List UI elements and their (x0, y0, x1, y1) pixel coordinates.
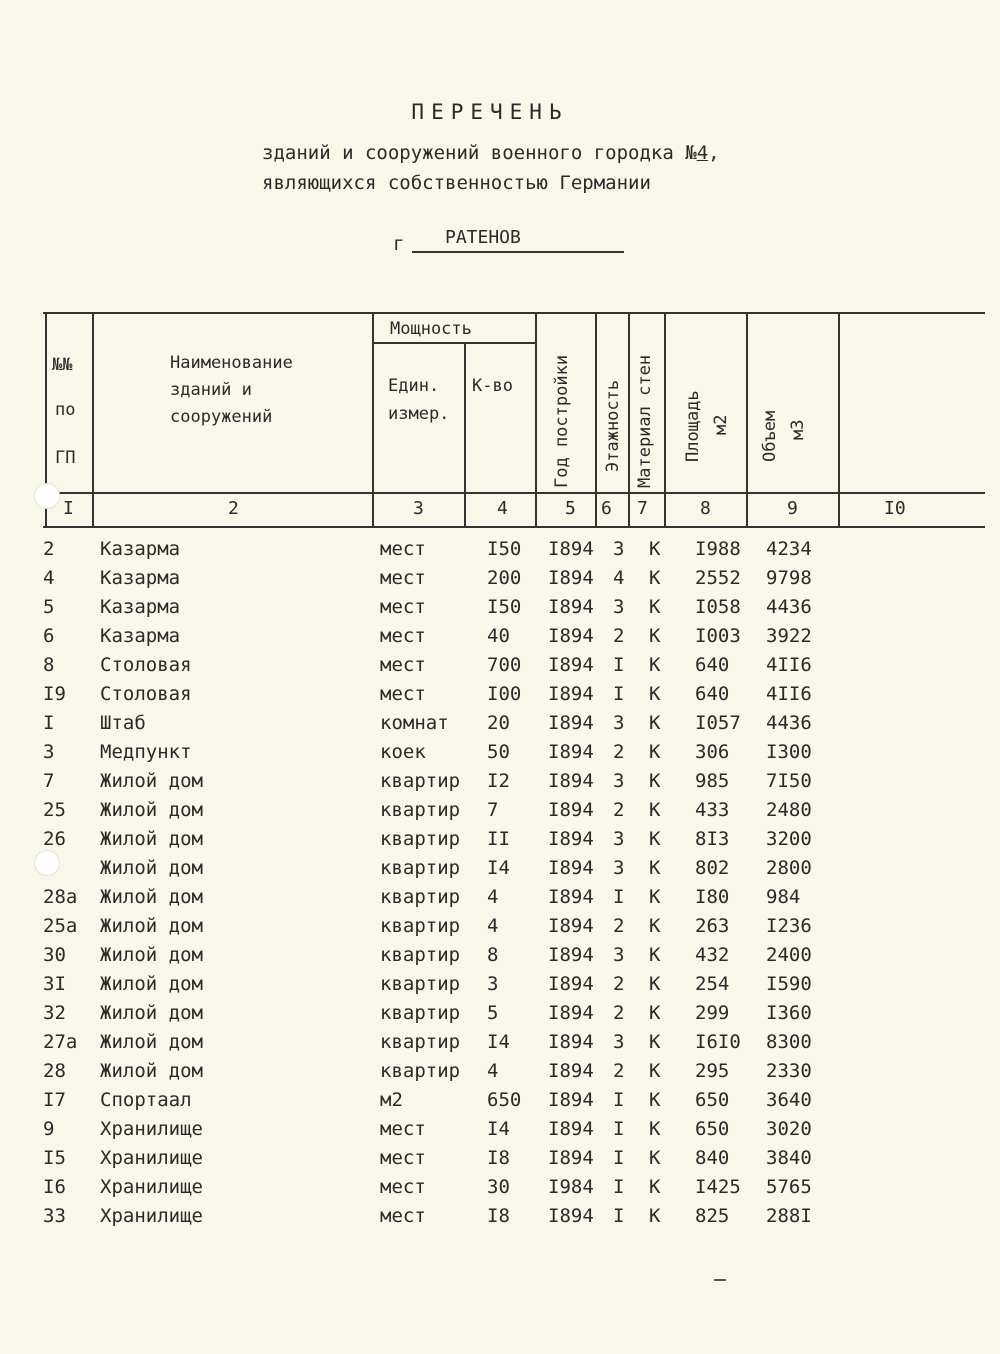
table-row (0, 1089, 1000, 1118)
cell-material: К (649, 712, 661, 734)
cell-material: К (649, 654, 661, 676)
cell-volume: 2400 (766, 944, 812, 966)
cell-floors: I (613, 683, 625, 705)
header-capacity: Мощность (390, 319, 472, 339)
cell-gp-number: I5 (43, 1147, 66, 1169)
cell-gp-number: I7 (43, 1089, 66, 1111)
cell-year: I894 (548, 857, 594, 879)
cell-floors: I (613, 1205, 625, 1227)
cell-building-name: Хранилище (100, 1118, 203, 1140)
cell-building-name: Медпункт (100, 741, 192, 763)
cell-unit: квартир (380, 1002, 461, 1024)
header-num-line1: №№ (52, 355, 73, 375)
capacity-divider (372, 342, 535, 344)
cell-floors: 2 (613, 973, 625, 995)
cell-floors: 3 (613, 712, 625, 734)
cell-unit: квартир (380, 915, 461, 937)
city-underline (412, 251, 624, 253)
cell-building-name: Жилой дом (100, 799, 203, 821)
cell-year: I894 (548, 1205, 594, 1227)
cell-gp-number: 28 (43, 1060, 66, 1082)
cell-gp-number: 27а (43, 1031, 78, 1053)
cell-year: I894 (548, 915, 594, 937)
cell-floors: 2 (613, 1002, 625, 1024)
cell-quantity: I2 (487, 770, 510, 792)
cell-area: 295 (695, 1060, 730, 1082)
cell-gp-number: 26 (43, 828, 66, 850)
cell-building-name: Казарма (100, 625, 181, 647)
cell-material: К (649, 1176, 661, 1198)
col-border-2 (372, 312, 374, 528)
cell-quantity: 3 (487, 973, 499, 995)
cell-material: К (649, 1002, 661, 1024)
cell-floors: I (613, 1118, 625, 1140)
table-row (0, 654, 1000, 683)
cell-volume: 5765 (766, 1176, 812, 1198)
cell-building-name: Казарма (100, 567, 181, 589)
cell-material: К (649, 944, 661, 966)
cell-floors: 4 (613, 567, 625, 589)
cell-gp-number: 3 (43, 741, 55, 763)
header-name-line1: Наименование (170, 353, 293, 373)
cell-unit: м2 (380, 1089, 403, 1111)
header-qty: К-во (472, 376, 513, 396)
cell-gp-number: 33 (43, 1205, 66, 1227)
cell-material: К (649, 741, 661, 763)
cell-volume: 2480 (766, 799, 812, 821)
cell-unit: мест (380, 538, 426, 560)
cell-year: I894 (548, 567, 594, 589)
cell-quantity: 40 (487, 625, 510, 647)
cell-area: I80 (695, 886, 730, 908)
cell-volume: I360 (766, 1002, 812, 1024)
cell-unit: квартир (380, 857, 461, 879)
table-row (0, 828, 1000, 857)
document-subtitle-line2: являющихся собственностью Германии (262, 172, 651, 194)
cell-area: 650 (695, 1089, 730, 1111)
binder-hole-top (34, 483, 60, 509)
cell-volume: 288I (766, 1205, 812, 1227)
cell-area: I057 (695, 712, 741, 734)
cell-building-name: Жилой дом (100, 770, 203, 792)
cell-volume: 4II6 (766, 683, 812, 705)
col-border-7 (664, 312, 666, 528)
subtitle-prefix: зданий и сооружений военного городка № (262, 142, 697, 164)
cell-gp-number: 7 (43, 770, 55, 792)
header-top-border (43, 312, 985, 314)
cell-year: I894 (548, 538, 594, 560)
cell-volume: 984 (766, 886, 801, 908)
col-border-1 (92, 312, 94, 528)
cell-unit: мест (380, 1147, 426, 1169)
cell-quantity: 8 (487, 944, 499, 966)
city-name: РАТЕНОВ (445, 227, 521, 248)
cell-material: К (649, 828, 661, 850)
cell-building-name: Казарма (100, 596, 181, 618)
cell-gp-number: I6 (43, 1176, 66, 1198)
cell-material: К (649, 973, 661, 995)
cell-building-name: Жилой дом (100, 1060, 203, 1082)
cell-material: К (649, 915, 661, 937)
cell-quantity: 4 (487, 886, 499, 908)
cell-unit: комнат (380, 712, 449, 734)
table-row (0, 1147, 1000, 1176)
table-row (0, 567, 1000, 596)
table-row (0, 741, 1000, 770)
cell-material: К (649, 596, 661, 618)
table-row (0, 944, 1000, 973)
cell-gp-number: I (43, 712, 55, 734)
cell-area: 640 (695, 654, 730, 676)
cell-floors: 3 (613, 828, 625, 850)
cell-volume: 2330 (766, 1060, 812, 1082)
cell-area: 254 (695, 973, 730, 995)
cell-floors: I (613, 654, 625, 676)
cell-material: К (649, 770, 661, 792)
cell-building-name: Жилой дом (100, 857, 203, 879)
cell-year: I984 (548, 1176, 594, 1198)
cell-volume: I236 (766, 915, 812, 937)
cell-quantity: I4 (487, 1118, 510, 1140)
table-row (0, 973, 1000, 1002)
cell-gp-number: 30 (43, 944, 66, 966)
cell-volume: 3922 (766, 625, 812, 647)
cell-area: 432 (695, 944, 730, 966)
cell-year: I894 (548, 596, 594, 618)
cell-year: I894 (548, 886, 594, 908)
cell-quantity: 30 (487, 1176, 510, 1198)
cell-quantity: I4 (487, 857, 510, 879)
cell-material: К (649, 1147, 661, 1169)
document-title: ПЕРЕЧЕНЬ (411, 100, 569, 124)
cell-area: I6I0 (695, 1031, 741, 1053)
col-number-4: 4 (497, 498, 508, 519)
cell-year: I894 (548, 1089, 594, 1111)
cell-unit: мест (380, 596, 426, 618)
cell-quantity: I8 (487, 1147, 510, 1169)
header-unit-line1: Един. (388, 376, 440, 396)
col-number-8: 8 (700, 498, 711, 519)
cell-quantity: 4 (487, 915, 499, 937)
cell-quantity: I00 (487, 683, 522, 705)
cell-building-name: Столовая (100, 683, 192, 705)
cell-area: I425 (695, 1176, 741, 1198)
cell-volume: 3840 (766, 1147, 812, 1169)
cell-floors: I (613, 1176, 625, 1198)
cell-area: 802 (695, 857, 730, 879)
cell-material: К (649, 886, 661, 908)
cell-volume: 3200 (766, 828, 812, 850)
table-row (0, 1176, 1000, 1205)
cell-unit: мест (380, 683, 426, 705)
binder-hole-bottom (34, 850, 60, 876)
header-volume-line1: Объем (760, 410, 780, 462)
cell-area: 650 (695, 1118, 730, 1140)
header-material: Материал стен (635, 354, 655, 488)
cell-quantity: 200 (487, 567, 522, 589)
col-border-6 (628, 312, 630, 528)
table-row (0, 1060, 1000, 1089)
cell-gp-number: 28а (43, 886, 78, 908)
cell-floors: 2 (613, 741, 625, 763)
cell-area: 2552 (695, 567, 741, 589)
cell-unit: квартир (380, 1060, 461, 1082)
cell-unit: квартир (380, 973, 461, 995)
table-row (0, 712, 1000, 741)
header-floors: Этажность (603, 379, 623, 472)
header-unit-line2: измер. (388, 404, 450, 424)
table-row (0, 1031, 1000, 1060)
cell-unit: мест (380, 1118, 426, 1140)
cell-building-name: Казарма (100, 538, 181, 560)
header-name-line2: зданий и (170, 380, 252, 400)
col-border-4 (535, 312, 537, 528)
cell-year: I894 (548, 712, 594, 734)
cell-year: I894 (548, 1147, 594, 1169)
table-row (0, 915, 1000, 944)
header-area-line1: Площадь (683, 390, 703, 462)
header-area-line2: м2 (711, 414, 731, 435)
cell-unit: квартир (380, 1031, 461, 1053)
cell-year: I894 (548, 944, 594, 966)
cell-building-name: Хранилище (100, 1147, 203, 1169)
cell-floors: 3 (613, 944, 625, 966)
cell-volume: 4436 (766, 596, 812, 618)
cell-year: I894 (548, 1002, 594, 1024)
cell-area: 840 (695, 1147, 730, 1169)
cell-floors: I (613, 1147, 625, 1169)
cell-floors: I (613, 886, 625, 908)
cell-material: К (649, 538, 661, 560)
cell-building-name: Жилой дом (100, 886, 203, 908)
cell-floors: 2 (613, 799, 625, 821)
header-num-line2: по (55, 400, 76, 420)
cell-material: К (649, 1031, 661, 1053)
header-bottom-border (43, 526, 985, 528)
cell-material: К (649, 625, 661, 647)
cell-quantity: 5 (487, 1002, 499, 1024)
document-subtitle (262, 142, 720, 164)
cell-year: I894 (548, 1031, 594, 1053)
cell-year: I894 (548, 625, 594, 647)
cell-building-name: Хранилище (100, 1176, 203, 1198)
table-row (0, 596, 1000, 625)
cell-area: 299 (695, 1002, 730, 1024)
cell-quantity: 50 (487, 741, 510, 763)
cell-volume: I590 (766, 973, 812, 995)
header-mid-border (43, 492, 985, 494)
cell-gp-number: 32 (43, 1002, 66, 1024)
header-volume-line2: м3 (788, 419, 808, 440)
cell-building-name: Спортаал (100, 1089, 192, 1111)
cell-volume: 3020 (766, 1118, 812, 1140)
cell-floors: 3 (613, 596, 625, 618)
header-name-line3: сооружений (170, 407, 273, 427)
cell-unit: мест (380, 625, 426, 647)
cell-building-name: Жилой дом (100, 1031, 203, 1053)
cell-volume: I300 (766, 741, 812, 763)
cell-gp-number: 9 (43, 1118, 55, 1140)
table-row (0, 1118, 1000, 1147)
col-number-6: 6 (601, 498, 612, 519)
cell-material: К (649, 567, 661, 589)
cell-area: 306 (695, 741, 730, 763)
cell-unit: мест (380, 1176, 426, 1198)
cell-unit: квартир (380, 828, 461, 850)
col-border-5 (595, 312, 597, 528)
cell-area: 263 (695, 915, 730, 937)
cell-area: 825 (695, 1205, 730, 1227)
cell-gp-number: 2 (43, 538, 55, 560)
header-num-line3: ГП (55, 448, 76, 468)
cell-building-name: Столовая (100, 654, 192, 676)
cell-gp-number: 25а (43, 915, 78, 937)
city-label: г (393, 233, 405, 255)
cell-quantity: 20 (487, 712, 510, 734)
cell-material: К (649, 683, 661, 705)
cell-volume: 4234 (766, 538, 812, 560)
cell-volume: 9798 (766, 567, 812, 589)
cell-area: 640 (695, 683, 730, 705)
cell-material: К (649, 1089, 661, 1111)
cell-building-name: Хранилище (100, 1205, 203, 1227)
col-border-9 (838, 312, 840, 528)
cell-building-name: Жилой дом (100, 828, 203, 850)
cell-gp-number: 25 (43, 799, 66, 821)
table-row (0, 1002, 1000, 1031)
cell-volume: 4II6 (766, 654, 812, 676)
cell-gp-number: 8 (43, 654, 55, 676)
cell-area: I988 (695, 538, 741, 560)
table-row (0, 799, 1000, 828)
cell-gp-number: 3I (43, 973, 66, 995)
cell-material: К (649, 1118, 661, 1140)
table-row (0, 770, 1000, 799)
table-row (0, 683, 1000, 712)
table-row (0, 538, 1000, 567)
cell-unit: коек (380, 741, 426, 763)
cell-floors: 2 (613, 625, 625, 647)
col-border-3 (464, 342, 466, 528)
cell-area: 8I3 (695, 828, 730, 850)
col-number-3: 3 (413, 498, 424, 519)
cell-quantity: II (487, 828, 510, 850)
cell-unit: мест (380, 567, 426, 589)
cell-floors: 3 (613, 1031, 625, 1053)
col-number-9: 9 (787, 498, 798, 519)
cell-gp-number: I9 (43, 683, 66, 705)
cell-building-name: Жилой дом (100, 1002, 203, 1024)
cell-quantity: I50 (487, 596, 522, 618)
col-number-10: I0 (884, 498, 906, 519)
cell-area: 985 (695, 770, 730, 792)
cell-volume: 3640 (766, 1089, 812, 1111)
cell-gp-number: 4 (43, 567, 55, 589)
table-row (0, 886, 1000, 915)
cell-quantity: 4 (487, 1060, 499, 1082)
col-number-2: 2 (228, 498, 239, 519)
cell-quantity: 7 (487, 799, 499, 821)
cell-building-name: Жилой дом (100, 915, 203, 937)
cell-volume: 2800 (766, 857, 812, 879)
table-row (0, 857, 1000, 886)
cell-area: I003 (695, 625, 741, 647)
cell-unit: мест (380, 1205, 426, 1227)
col-number-1: I (63, 498, 74, 519)
cell-floors: 3 (613, 538, 625, 560)
cell-year: I894 (548, 741, 594, 763)
cell-building-name: Штаб (100, 712, 146, 734)
cell-gp-number: 5 (43, 596, 55, 618)
cell-quantity: I50 (487, 538, 522, 560)
cell-floors: I (613, 1089, 625, 1111)
cell-floors: 3 (613, 857, 625, 879)
cell-year: I894 (548, 973, 594, 995)
cell-unit: квартир (380, 944, 461, 966)
cell-year: I894 (548, 683, 594, 705)
subtitle-suffix: , (708, 142, 720, 164)
cell-area: I058 (695, 596, 741, 618)
cell-floors: 2 (613, 915, 625, 937)
cell-material: К (649, 857, 661, 879)
cell-volume: 4436 (766, 712, 812, 734)
cell-quantity: 650 (487, 1089, 522, 1111)
cell-quantity: I4 (487, 1031, 510, 1053)
cell-volume: 7I50 (766, 770, 812, 792)
col-border-8 (746, 312, 748, 528)
cell-gp-number: 6 (43, 625, 55, 647)
col-number-7: 7 (637, 498, 648, 519)
cell-material: К (649, 799, 661, 821)
cell-quantity: 700 (487, 654, 522, 676)
cell-unit: квартир (380, 799, 461, 821)
cell-floors: 2 (613, 1060, 625, 1082)
cell-year: I894 (548, 1118, 594, 1140)
cell-material: К (649, 1205, 661, 1227)
header-year: Год постройки (552, 354, 572, 488)
cell-material: К (649, 1060, 661, 1082)
cell-floors: 3 (613, 770, 625, 792)
cell-unit: мест (380, 654, 426, 676)
cell-building-name: Жилой дом (100, 973, 203, 995)
col-number-5: 5 (565, 498, 576, 519)
cell-year: I894 (548, 1060, 594, 1082)
cell-year: I894 (548, 799, 594, 821)
cell-unit: квартир (380, 770, 461, 792)
stray-mark (714, 1279, 726, 1281)
town-number: 4 (696, 142, 709, 164)
cell-volume: 8300 (766, 1031, 812, 1053)
cell-area: 433 (695, 799, 730, 821)
cell-year: I894 (548, 654, 594, 676)
cell-unit: квартир (380, 886, 461, 908)
cell-quantity: I8 (487, 1205, 510, 1227)
table-row (0, 625, 1000, 654)
cell-year: I894 (548, 828, 594, 850)
cell-year: I894 (548, 770, 594, 792)
cell-building-name: Жилой дом (100, 944, 203, 966)
table-row (0, 1205, 1000, 1234)
